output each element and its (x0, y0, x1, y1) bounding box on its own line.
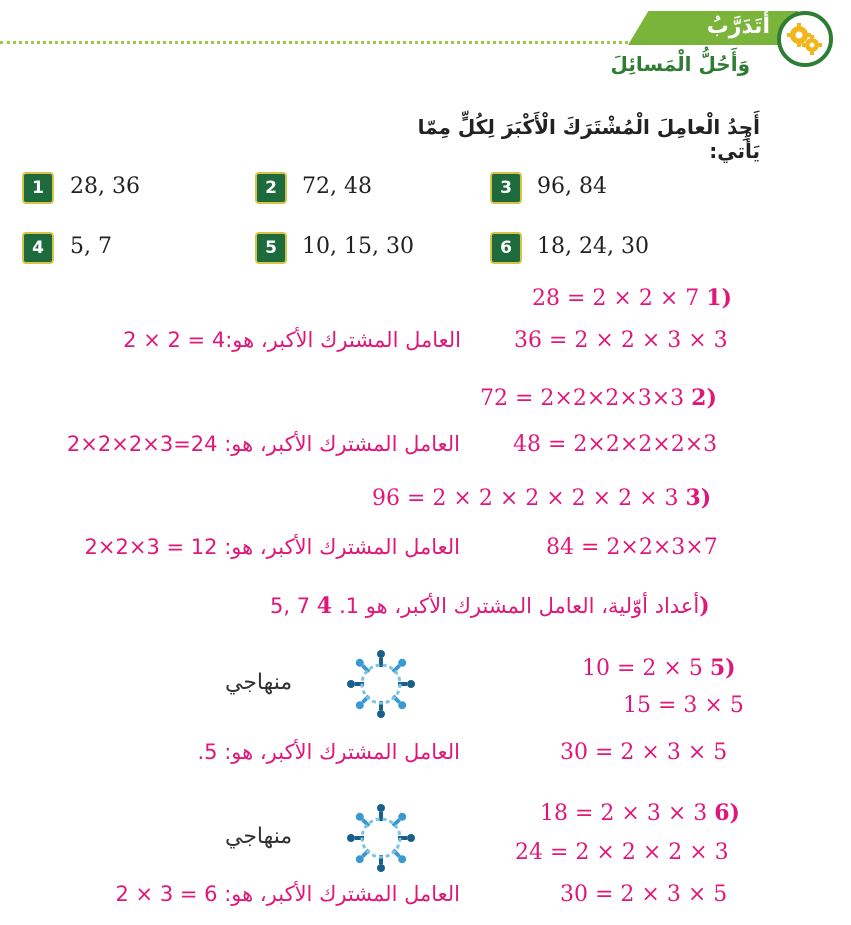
solution-2-factorization-72: 72 = 2×2×2×3×3 (480, 386, 685, 411)
problem-values: 72, 48 (302, 174, 372, 199)
dotted-rule (0, 41, 640, 44)
problem-values: 5, 7 (70, 234, 112, 259)
solution-5-factorization-30: 30 = 2 × 3 × 5 (560, 740, 728, 765)
problem-number-badge: 5 (255, 232, 287, 264)
solution-3-label: 3) (685, 485, 712, 511)
solution-6-factorization-30: 30 = 2 × 3 × 5 (560, 882, 728, 907)
solution-3-factorization-84: 84 = 2×2×3×7 (546, 535, 718, 560)
problem-number-badge: 1 (22, 172, 54, 204)
solution-3-factorization-96: 96 = 2 × 2 × 2 × 2 × 2 × 3 (372, 486, 679, 511)
solution-1-label: 1) (706, 285, 732, 311)
solution-1-gcf: العامل المشترك الأكبر، هو:4 = 2 × 2 (123, 328, 461, 352)
solution-6-label: 6) (714, 800, 740, 826)
section-subtitle: وَأَحُلُّ الْمَسائِلَ (610, 52, 750, 76)
solution-3-line-1 (372, 485, 711, 511)
problem-number-badge: 6 (490, 232, 522, 264)
solution-6-line-1 (540, 800, 740, 826)
solution-1-factorization-36: 36 = 2 × 2 × 3 × 3 (514, 328, 728, 353)
solution-5-line-1 (582, 655, 736, 681)
watermark-text: منهاجي (225, 670, 293, 695)
problem-number-badge: 4 (22, 232, 54, 264)
problem-values: 28, 36 (70, 174, 140, 199)
solution-6-factorization-18: 18 = 2 × 3 × 3 (540, 801, 708, 826)
problem-values: 96, 84 (537, 174, 607, 199)
solution-5-label: 5) (709, 655, 736, 681)
people-circle-icon (340, 797, 422, 879)
solution-2-gcf: العامل المشترك الأكبر، هو: 24=3×2×2×2 (66, 432, 460, 456)
solution-2-line-1 (480, 385, 717, 411)
solution-6-factorization-24: 24 = 2 × 2 × 2 × 3 (515, 840, 729, 865)
solution-5-gcf: العامل المشترك الأكبر، هو: 5. (197, 740, 460, 764)
solution-1-factorization-28: 28 = 2 × 2 × 7 (532, 286, 700, 311)
solution-2-label: 2) (691, 385, 717, 411)
watermark-text: منهاجي (225, 824, 293, 849)
gears-icon (777, 11, 833, 67)
solution-4-line (270, 593, 710, 619)
people-circle-icon (340, 643, 422, 725)
instruction-text: أَجِدُ الْعامِلَ الْمُشْتَرَكَ الْأَكْبَرَ لِكُلٍّ مِمّا يَأْتي: (417, 115, 760, 163)
solution-4-text: 5, 7 أعداد أوّلية، العامل المشترك الأكبر، هو 1. (270, 594, 700, 618)
problem-values: 10, 15, 30 (302, 234, 414, 259)
solution-6-gcf: العامل المشترك الأكبر، هو: 6 = 3 × 2 (115, 882, 460, 906)
solution-4-label: 4) (316, 593, 710, 619)
solution-5-factorization-15: 15 = 3 × 5 (623, 693, 744, 718)
solution-2-factorization-48: 48 = 2×2×2×2×3 (513, 432, 718, 457)
problem-number-badge: 3 (490, 172, 522, 204)
problem-number-badge: 2 (255, 172, 287, 204)
solution-3-gcf: العامل المشترك الأكبر، هو: 12 = 3×2×2 (84, 535, 460, 559)
solution-5-factorization-10: 10 = 2 × 5 (582, 656, 703, 681)
section-tab-label: أَتَدَرَّبُ (706, 14, 770, 39)
problem-values: 18, 24, 30 (537, 234, 649, 259)
solution-1-line-1 (532, 285, 732, 311)
